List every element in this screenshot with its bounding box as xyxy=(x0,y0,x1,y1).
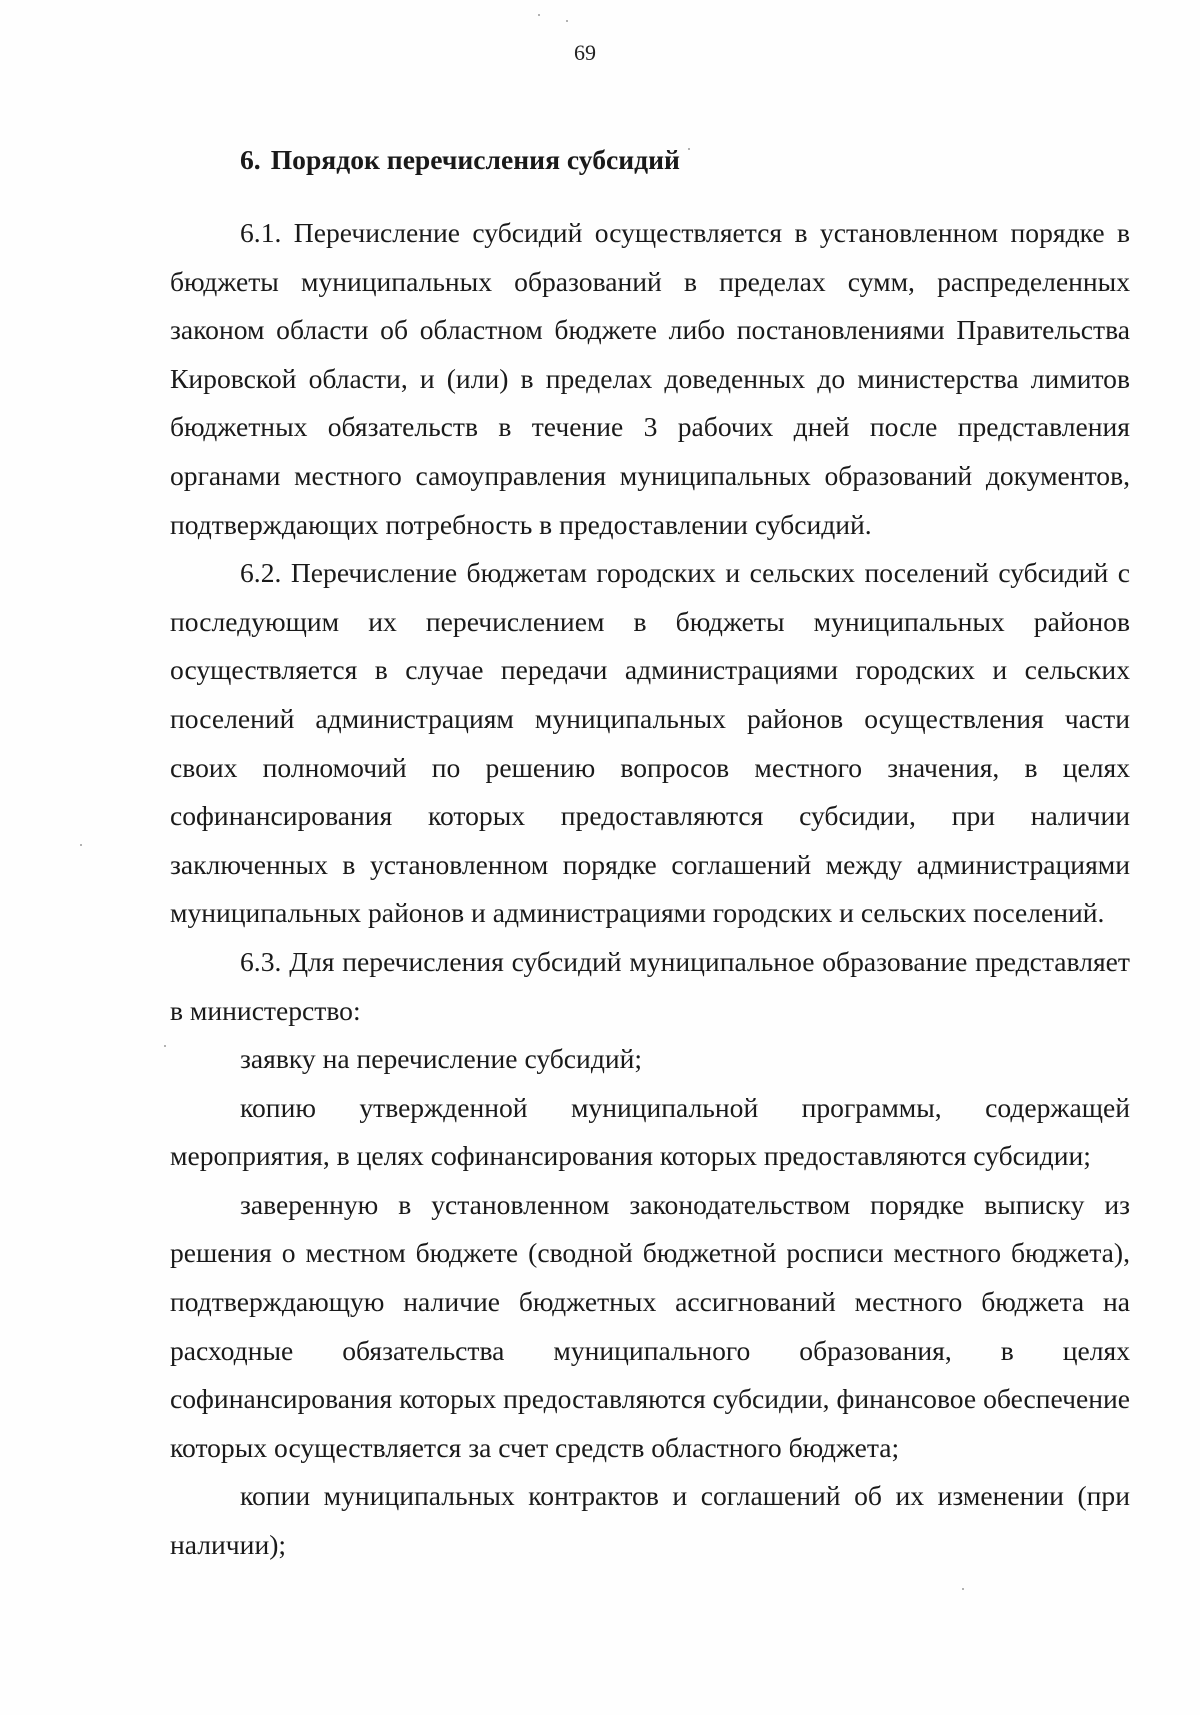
document-body xyxy=(170,136,1130,1570)
scan-speck xyxy=(962,1588,964,1590)
list-item-application: заявку на перечисление субсидий; xyxy=(240,1043,643,1075)
list-item-program-copy: копию утвержденной муниципальной программы, содержащей мероприятия, в целях софинансирования которых предоставляются субсидии; xyxy=(170,1091,1130,1172)
scan-speck xyxy=(80,844,82,846)
scan-speck xyxy=(164,1045,166,1047)
scan-speck xyxy=(538,14,540,16)
scan-speck xyxy=(566,20,568,22)
section-title: Порядок перечисления субсидий xyxy=(270,144,680,175)
section-number: 6. xyxy=(240,144,261,175)
list-item-budget-extract: заверенную в установленном законодательством порядке выписку из решения о местном бюджете (сводной бюджетной росписи местного бюджета), подтверждающую наличие бюджетных ассигнований местного бюджета на расходные обязательства муниципального образования, в целях софинансирования которых предоставляются субсидии, финансовое обеспечение которых осуществляется за счет средств областного бюджета; xyxy=(170,1188,1130,1463)
paragraph-6-1: 6.1. Перечисление субсидий осуществляется в установленном порядке в бюджеты муниципальных образований в пределах сумм, распределенных законом области об областном бюджете либо постановлениями Правительства Кировской области, и (или) в пределах доведенных до министерства лимитов бюджетных обязательств в течение 3 рабочих дней после представления органами местного самоуправления муниципальных образований документов, подтверждающих потребность в предоставлении субсидий. xyxy=(170,217,1130,540)
page-number: 69 xyxy=(574,40,596,65)
list-item-contracts-copy: копии муниципальных контрактов и соглашений об их изменении (при наличии); xyxy=(170,1480,1130,1561)
section-heading xyxy=(170,136,1130,209)
paragraph-6-3: 6.3. Для перечисления субсидий муниципальное образование представляет в министерство: xyxy=(170,945,1130,1026)
paragraph-6-2: 6.2. Перечисление бюджетам городских и сельских поселений субсидий с последующим их перечислением в бюджеты муниципальных районов осуществляется в случае передачи администрациями городских и сельских поселений администрациям муниципальных районов осуществления части своих полномочий по решению вопросов местного значения, в целях софинансирования которых предоставляются субсидии, при наличии заключенных в установленном порядке соглашений между администрациями муниципальных районов и администрациями городских и сельских поселений. xyxy=(170,557,1130,929)
